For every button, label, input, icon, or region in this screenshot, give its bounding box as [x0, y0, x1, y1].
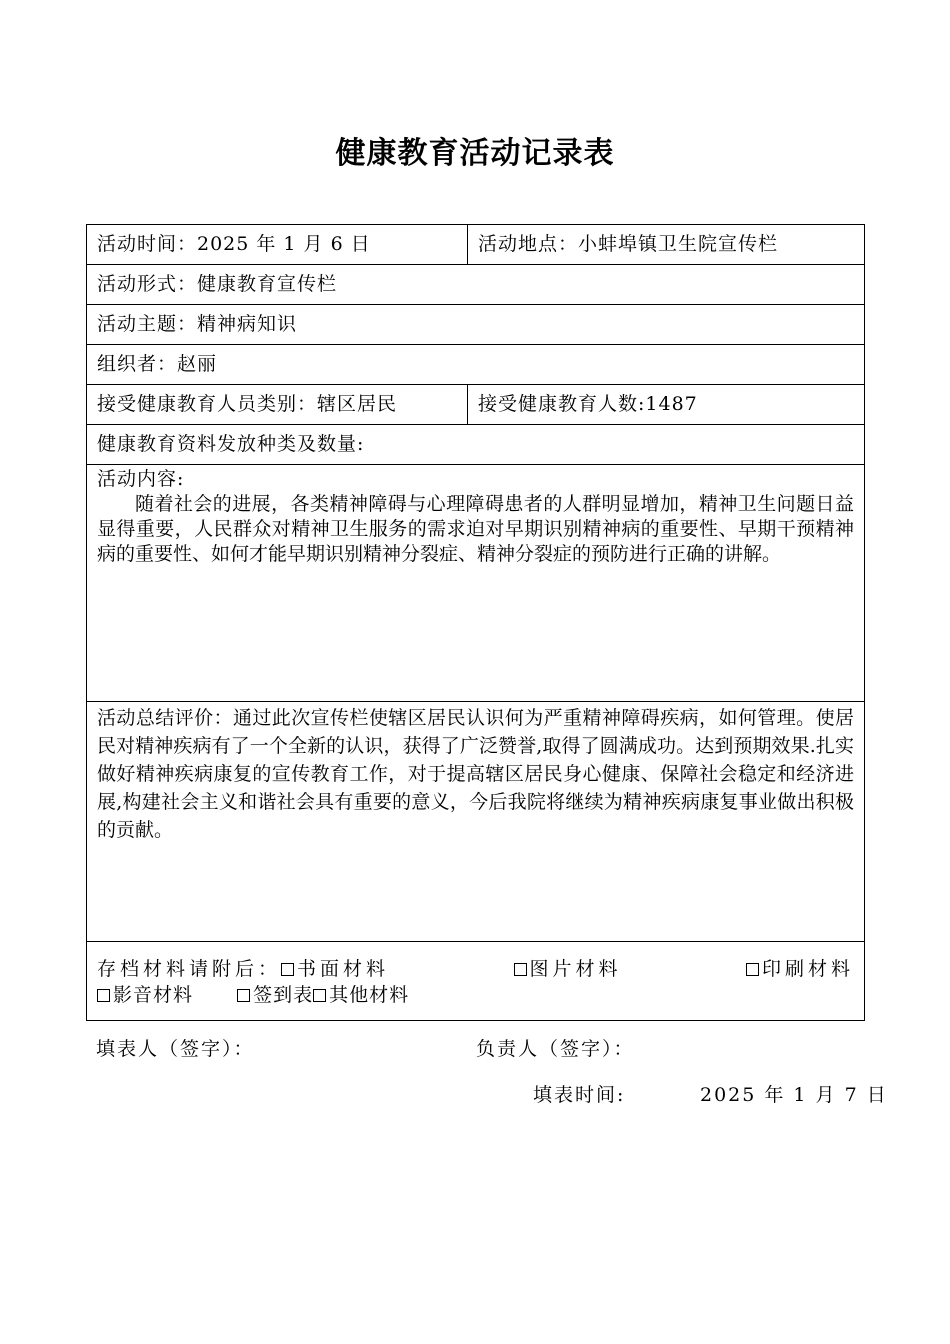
row-organizer — [87, 345, 864, 385]
record-form — [86, 224, 865, 1021]
activity-time: 活动时间：2025 年 1 月 6 日 — [97, 233, 371, 255]
checkbox-icon[interactable] — [746, 963, 759, 976]
option-signin: 签到表 — [253, 984, 314, 1006]
row-materials — [87, 425, 864, 465]
checkbox-icon[interactable] — [313, 989, 326, 1002]
option-print: 印刷材料 — [761, 958, 854, 980]
date-value: 2025 年 1 月 7 日 — [700, 1084, 888, 1106]
responsible-signature: 负责人（签字）： — [476, 1038, 635, 1060]
audience-count: 接受健康教育人数:1487 — [467, 385, 864, 424]
activity-theme: 活动主题：精神病知识 — [97, 313, 298, 335]
materials: 健康教育资料发放种类及数量: — [97, 433, 365, 455]
summary-text: 活动总结评价：通过此次宣传栏使辖区居民认识何为严重精神障碍疾病，如何管理。使居民对精神疾病有了一个全新的认识，获得了广泛赞誉,取得了圆满成功。达到预期效果.扎实做好精神疾病康复的宣传教育工作，对于提高辖区居民身心健康、保障社会稳定和经济进展,构建社会主义和谐社会具有重要的意义，今后我院将继续为精神疾病康复事业做出积极的贡献。 — [97, 707, 854, 841]
row-audience — [87, 385, 864, 425]
archive-section — [87, 942, 864, 1020]
checkbox-icon[interactable] — [97, 989, 110, 1002]
archive-label: 存档材料请附后： — [97, 958, 282, 980]
row-time-place — [87, 225, 864, 265]
activity-form: 活动形式：健康教育宣传栏 — [97, 273, 338, 295]
filler-signature: 填表人（签字）： — [96, 1038, 255, 1060]
option-written: 书面材料 — [297, 958, 390, 980]
content-section — [87, 465, 864, 702]
content-label: 活动内容: — [97, 468, 185, 490]
summary-section — [87, 702, 864, 942]
page-title: 健康教育活动记录表 — [335, 136, 615, 171]
checkbox-icon[interactable] — [237, 989, 250, 1002]
option-av: 影音材料 — [113, 984, 194, 1006]
audience-type: 接受健康教育人员类别：辖区居民 — [97, 393, 398, 415]
row-form — [87, 265, 864, 305]
organizer: 组织者：赵丽 — [97, 353, 218, 375]
date-label: 填表时间: — [533, 1084, 626, 1106]
row-theme — [87, 305, 864, 345]
content-text: 随着社会的进展，各类精神障碍与心理障碍患者的人群明显增加，精神卫生问题日益显得重要，人民群众对精神卫生服务的需求迫对早期识别精神病的重要性、早期干预精神病的重要性、如何才能早期识别精神分裂症、精神分裂症的预防进行正确的讲解。 — [97, 493, 854, 565]
option-photo: 图片材料 — [529, 958, 622, 980]
checkbox-icon[interactable] — [281, 963, 294, 976]
checkbox-icon[interactable] — [514, 963, 527, 976]
activity-place: 活动地点：小蚌埠镇卫生院宣传栏 — [467, 225, 864, 264]
option-other: 其他材料 — [329, 984, 410, 1006]
